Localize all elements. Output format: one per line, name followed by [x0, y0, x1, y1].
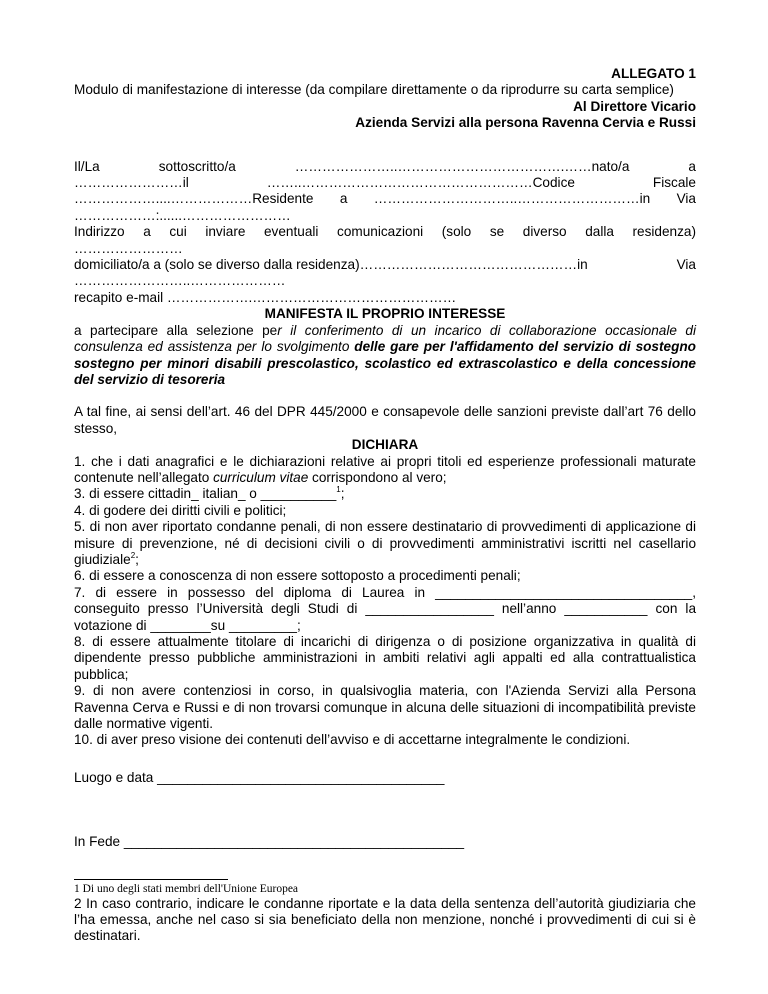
text-fragment: a — [339, 191, 348, 207]
text-fragment: ; — [135, 551, 139, 567]
text-fragment: Via — [676, 191, 696, 207]
addressee-organization: Azienda Servizi alla persona Ravenna Cervia e Russi — [355, 115, 696, 131]
form-intro: Modulo di manifestazione di interesse (da compilare direttamente o da riprodurre su carta semplice) — [74, 82, 674, 98]
addressee-title: Al Direttore Vicario — [573, 98, 696, 114]
personal-line-7 — [74, 257, 696, 273]
declare-item-5 — [74, 519, 696, 568]
text-fragment: Fiscale — [652, 175, 696, 191]
text-fragment: ; — [340, 486, 345, 502]
declare-item-9: 9. di non avere contenziosi in corso, in qualsivoglia materia, con l'Azienda Servizi alla Persona Ravenna Cerva e Russi e di non trovarsi comunque in alcuna delle situazioni di incompatibilità previste dalle normative vigenti. — [74, 683, 696, 732]
signature-field: In Fede _____________________________________________ — [74, 834, 465, 850]
footnote-1: 1 Di uno degli stati membri dell'Unione Europea — [74, 882, 299, 895]
text-fragment: corrispondono al vero; — [308, 469, 447, 485]
personal-line-8: ……………………..………………… — [74, 273, 286, 289]
manifest-title: MANIFESTA IL PROPRIO INTERESSE — [264, 306, 506, 322]
text-fragment: sottoscritto/a — [158, 158, 236, 174]
personal-line-5: Indirizzo a cui inviare eventuali comunicazioni (solo se diverso dalla residenza) — [74, 224, 696, 240]
footnote-2: 2 In caso contrario, indicare le condanne riportate e la data della sentenza dell’autorità giudiziaria che l’ha emessa, anche nel caso si sia beneficiato della non menzione, nonché i provvedimenti di cui si è destinatari. — [74, 895, 696, 944]
declare-item-8: 8. di essere attualmente titolare di incarichi di dirigenza o di posizione organizzativa in qualità di dipendente presso pubbliche amministrazioni in ambiti relativi agli appalti ed alla contrattualistica pubblica; — [74, 634, 696, 682]
text-fragment: Via — [676, 257, 696, 273]
personal-data-section — [74, 159, 696, 307]
email-line: recapito e-mail ……………….……………………………………… — [74, 289, 457, 305]
allegato-label: ALLEGATO 1 — [611, 66, 696, 81]
text-fragment: 3. di essere cittadin_ italian_ o __________ — [74, 486, 337, 502]
text-fragment: ……………………il — [74, 175, 189, 191]
text-fragment: delle gare per l'affidamento del servizio di sostegno sostegno per minori disabili prescolastico, scolastico ed extrascolastico e della concessione del servizio di tesoreria — [74, 339, 696, 387]
declare-title: DICHIARA — [351, 437, 419, 453]
footnote-ref: 1 — [336, 485, 341, 495]
declare-item-3 — [74, 486, 696, 502]
text-fragment: Il/La — [74, 158, 100, 174]
declare-item-1 — [74, 454, 696, 487]
text-fragment: …………………………..………………………in — [373, 191, 651, 207]
text-fragment: a — [688, 158, 696, 174]
text-fragment: ……..……………………………………………Codice — [266, 175, 575, 191]
place-date-field: Luogo e data ______________________________________ — [74, 769, 445, 785]
text-fragment: a partecipare alla selezione pe — [74, 322, 278, 338]
declare-item-10: 10. di aver preso visione dei contenuti dell’avviso e di accettarne integralmente le condizioni. — [74, 732, 631, 748]
text-fragment: ………………....………………Residente — [74, 191, 314, 207]
manifest-paragraph — [74, 323, 696, 389]
personal-line-4: ………………:......…………………… — [74, 207, 291, 223]
text-fragment: curriculum vitae — [213, 469, 309, 485]
text-fragment: 5. di non aver riportato condanne penali, di non essere destinatario di provvedimenti di applicazione di misure di prevenzione, né di decisioni civili o di provvedimenti amministrativi iscritti nel casellario giudiziale — [74, 519, 696, 567]
personal-line-3 — [74, 191, 696, 207]
footnote-divider — [74, 879, 228, 880]
declare-item-7: 7. di essere in possesso del diploma di Laurea in __________________________________, conseguito presso l’Università degli Studi di _________________ nell’anno ___________ con la votazione di ________su _________; — [74, 584, 696, 633]
footnote-ref: 2 — [130, 550, 136, 560]
text-fragment: 1. che i dati anagrafici e le dichiarazioni relative ai propri titoli ed esperienze professionali maturate contenute nell’allegato — [74, 453, 696, 485]
personal-line-6: …………………… — [74, 240, 183, 256]
text-fragment: domiciliato/a a (solo se diverso dalla residenza)…………………………………………in — [74, 257, 588, 273]
text-fragment: …………………..……………………………….……nato/a — [294, 158, 630, 174]
text-fragment: r il conferimento di un incarico di collaborazione occasionale di consulenza ed assistenza per lo svolgimento — [74, 322, 696, 355]
personal-line-1 — [74, 159, 696, 175]
personal-line-2 — [74, 175, 696, 191]
declare-item-4: 4. di godere dei diritti civili e politici; — [74, 502, 287, 518]
declare-item-6: 6. di essere a conoscenza di non essere sottoposto a procedimenti penali; — [74, 568, 521, 584]
preamble-paragraph: A tal fine, ai sensi dell’art. 46 del DPR 445/2000 e consapevole delle sanzioni previste dall’art 76 dello stesso, — [74, 404, 696, 436]
